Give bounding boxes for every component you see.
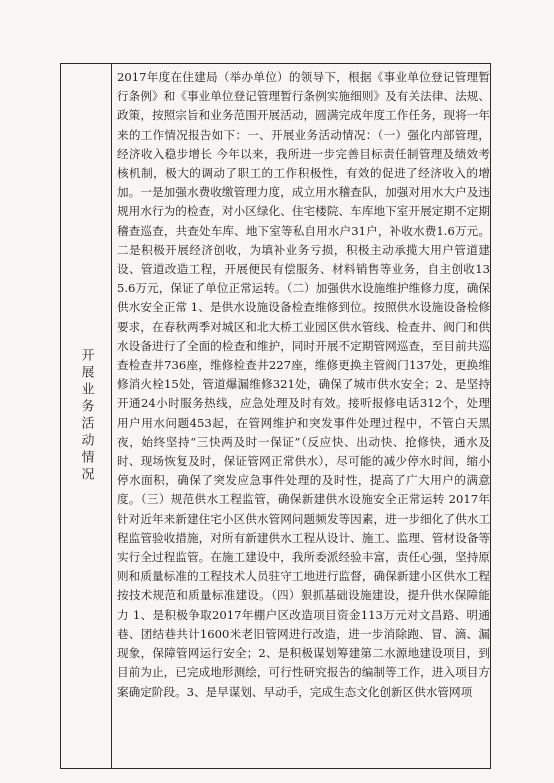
column-divider: [111, 64, 112, 768]
section-label: 开展业务活动情况: [78, 348, 94, 484]
section-body-cell: [117, 68, 490, 768]
section-label-cell: [61, 64, 111, 768]
section-body-text: 2017年度在住建局（举办单位）的领导下，根据《事业单位登记管理暂行条例》和《事业单位登记管理暂行条例实施细则》及有关法律、法规、政策，按照宗旨和业务范围开展活动，圆满完成年度工作任务，现将一年来的工作情况报告如下：一、开展业务活动情况：（一）强化内部管理，经济收入稳步增长 今年以来，我所进一步完善目标责任制管理及绩效考核机制，极大的调动了职工的工作积极性，有效的促进了经济收入的增加。一是加强水费收缴管理力度，成立用水稽查队，加强对用水大户及违规用水行为的检查，对小区绿化、住宅楼院、车库地下室开展定期不定期稽查巡查，共查处车库、地下室等私自用水户31户，补收水费1.6万元。二是积极开展经济创收，为填补业务亏损，积极主动承揽大用户管道建设、管道改造工程，开展便民有偿服务、材料销售等业务，自主创收135.6万元，保证了单位正常运转。（二）加强供水设施维护维修力度，确保供水安全正常 1、是供水设施设备检查维修到位。按照供水设施设备检修要求，在春秋两季对城区和北大桥工业园区供水管线、检查井、阀门和供水设备进行了全面的检查和维护，同时开展不定期管网巡查，至目前共巡查检查井736座，维修检查井227座，维修更换主管阀门137处，更换维修消火栓15处，管道爆漏维修321处，确保了城市供水安全；2、是坚持开通24小时服务热线，应急处理及时有效。接听报修电话312个，处理用户用水问题453起，在管网维护和突发事件处理过程中，不管白天黑夜，始终坚持“三快两及时一保证”（反应快、出动快、抢修快，通水及时、现场恢复及时，保证管网正常供水），尽可能的减少停水时间，缩小停水面积，确保了突发应急事件处理的及时性，提高了广大用户的满意度。（三）规范供水工程监管，确保新建供水设施安全正常运转 2017年针对近年来新建住宅小区供水管网问题频发等因素，进一步细化了供水工程监管验收措施，对所有新建供水工程从设计、施工、监理、管材设备等实行全过程监管。在施工建设中，我所委派经验丰富，责任心强，坚持原则和质量标准的工程技术人员驻守工地进行监督，确保新建小区供水工程按技术规范和质量标准建设。（四）狠抓基础设施建设，提升供水保障能力 1、是积极争取2017年棚户区改造项目资金113万元对文昌路、明通巷、团结巷共计1600米老旧管网进行改造，进一步消除跑、冒、滴、漏现象，保障管网运行安全；2、是积极谋划筹建第二水源地建设项目，到目前为止，已完成地形测绘，可行性研究报告的编制等工作，进入项目方案确定阶段。3、是早谋划、早动手，完成生态文化创新区供水管网项: [117, 70, 490, 699]
report-table: [60, 63, 491, 769]
